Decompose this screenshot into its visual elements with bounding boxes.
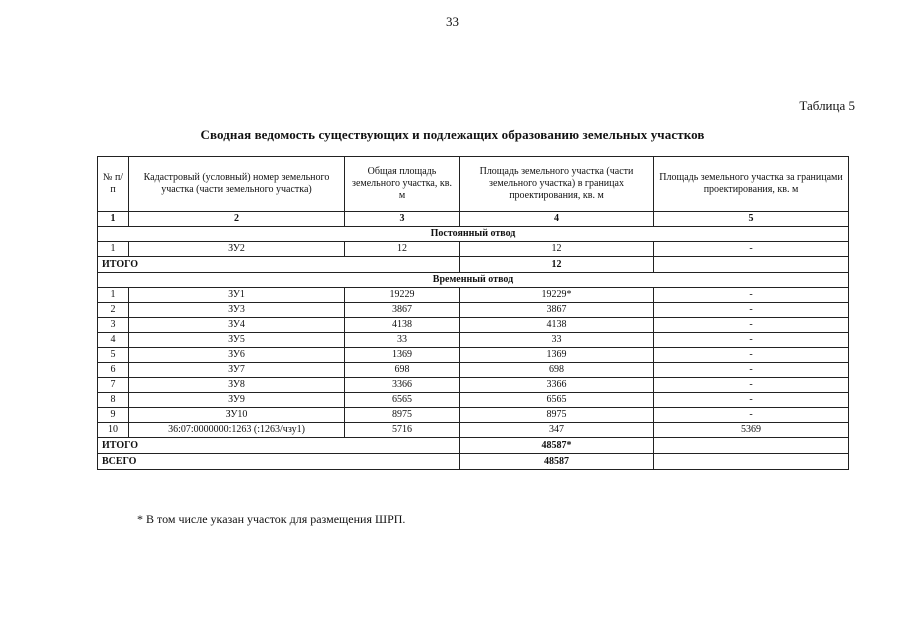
empty-cell [654,454,849,470]
table-row [98,423,849,438]
total-area: 6565 [345,393,460,408]
column-number: 5 [654,212,849,227]
section-title: Временный отвод [98,273,849,288]
section-header-temporary [98,273,849,288]
table-row [98,333,849,348]
total-area: 3867 [345,303,460,318]
total-area: 5716 [345,423,460,438]
row-number: 10 [98,423,129,438]
area-inside: 19229* [460,288,654,303]
total-area: 698 [345,363,460,378]
grand-total-row [98,454,849,470]
area-outside: - [654,348,849,363]
area-outside: 5369 [654,423,849,438]
table-header-row [98,157,849,212]
area-outside: - [654,318,849,333]
empty-cell [654,438,849,454]
section-header-permanent [98,227,849,242]
total-area: 4138 [345,318,460,333]
plot-id: ЗУ4 [129,318,345,333]
area-inside: 3366 [460,378,654,393]
plot-id: ЗУ1 [129,288,345,303]
row-number: 3 [98,318,129,333]
plot-id: ЗУ8 [129,378,345,393]
column-number: 4 [460,212,654,227]
total-area: 33 [345,333,460,348]
area-inside: 1369 [460,348,654,363]
table-row [98,318,849,333]
plot-id: ЗУ10 [129,408,345,423]
plot-id: ЗУ3 [129,303,345,318]
subtotal-label: ИТОГО [98,257,460,273]
table-body [98,212,849,470]
table-row [98,303,849,318]
area-outside: - [654,333,849,348]
total-area: 8975 [345,408,460,423]
plot-id: ЗУ5 [129,333,345,348]
subtotal-row-permanent [98,257,849,273]
area-outside: - [654,408,849,423]
total-area: 3366 [345,378,460,393]
row-number: 1 [98,288,129,303]
row-number: 4 [98,333,129,348]
header-num: № п/п [98,157,129,212]
plot-id: ЗУ2 [129,242,345,257]
table-label: Таблица 5 [799,98,855,113]
column-number: 1 [98,212,129,227]
header-area-outside: Площадь земельного участка за границами проектирования, кв. м [654,157,849,212]
area-inside: 6565 [460,393,654,408]
area-inside: 8975 [460,408,654,423]
area-inside: 3867 [460,303,654,318]
row-number: 8 [98,393,129,408]
subtotal-value: 12 [460,257,654,273]
total-area: 12 [345,242,460,257]
subtotal-label: ИТОГО [98,438,460,454]
table-row [98,363,849,378]
column-number: 3 [345,212,460,227]
table-row [98,378,849,393]
column-number-row [98,212,849,227]
row-number: 9 [98,408,129,423]
footnote: * В том числе указан участок для размещения ШРП. [137,512,406,526]
header-area-inside: Площадь земельного участка (части земельного участка) в границах проектирования, кв. м [460,157,654,212]
table-row [98,288,849,303]
empty-cell [654,257,849,273]
column-number: 2 [129,212,345,227]
header-total-area: Общая площадь земельного участка, кв. м [345,157,460,212]
area-outside: - [654,393,849,408]
land-plots-table [97,156,849,470]
area-inside: 698 [460,363,654,378]
page-number: 33 [446,14,459,29]
table-row [98,393,849,408]
document-title: Сводная ведомость существующих и подлежащих образованию земельных участков [200,127,705,142]
subtotal-value: 48587* [460,438,654,454]
area-inside: 347 [460,423,654,438]
row-number: 1 [98,242,129,257]
plot-id: ЗУ6 [129,348,345,363]
area-outside: - [654,378,849,393]
plot-id: ЗУ9 [129,393,345,408]
total-area: 19229 [345,288,460,303]
section-title: Постоянный отвод [98,227,849,242]
table-row [98,242,849,257]
grand-total-label: ВСЕГО [98,454,460,470]
row-number: 6 [98,363,129,378]
area-outside: - [654,288,849,303]
area-inside: 33 [460,333,654,348]
total-area: 1369 [345,348,460,363]
plot-id: ЗУ7 [129,363,345,378]
subtotal-row-temporary [98,438,849,454]
area-outside: - [654,363,849,378]
area-inside: 12 [460,242,654,257]
area-outside: - [654,242,849,257]
row-number: 2 [98,303,129,318]
plot-id: 36:07:0000000:1263 (:1263/чзу1) [129,423,345,438]
table-row [98,408,849,423]
table-row [98,348,849,363]
grand-total-value: 48587 [460,454,654,470]
area-inside: 4138 [460,318,654,333]
row-number: 5 [98,348,129,363]
area-outside: - [654,303,849,318]
header-cadastral: Кадастровый (условный) номер земельного участка (части земельного участка) [129,157,345,212]
row-number: 7 [98,378,129,393]
